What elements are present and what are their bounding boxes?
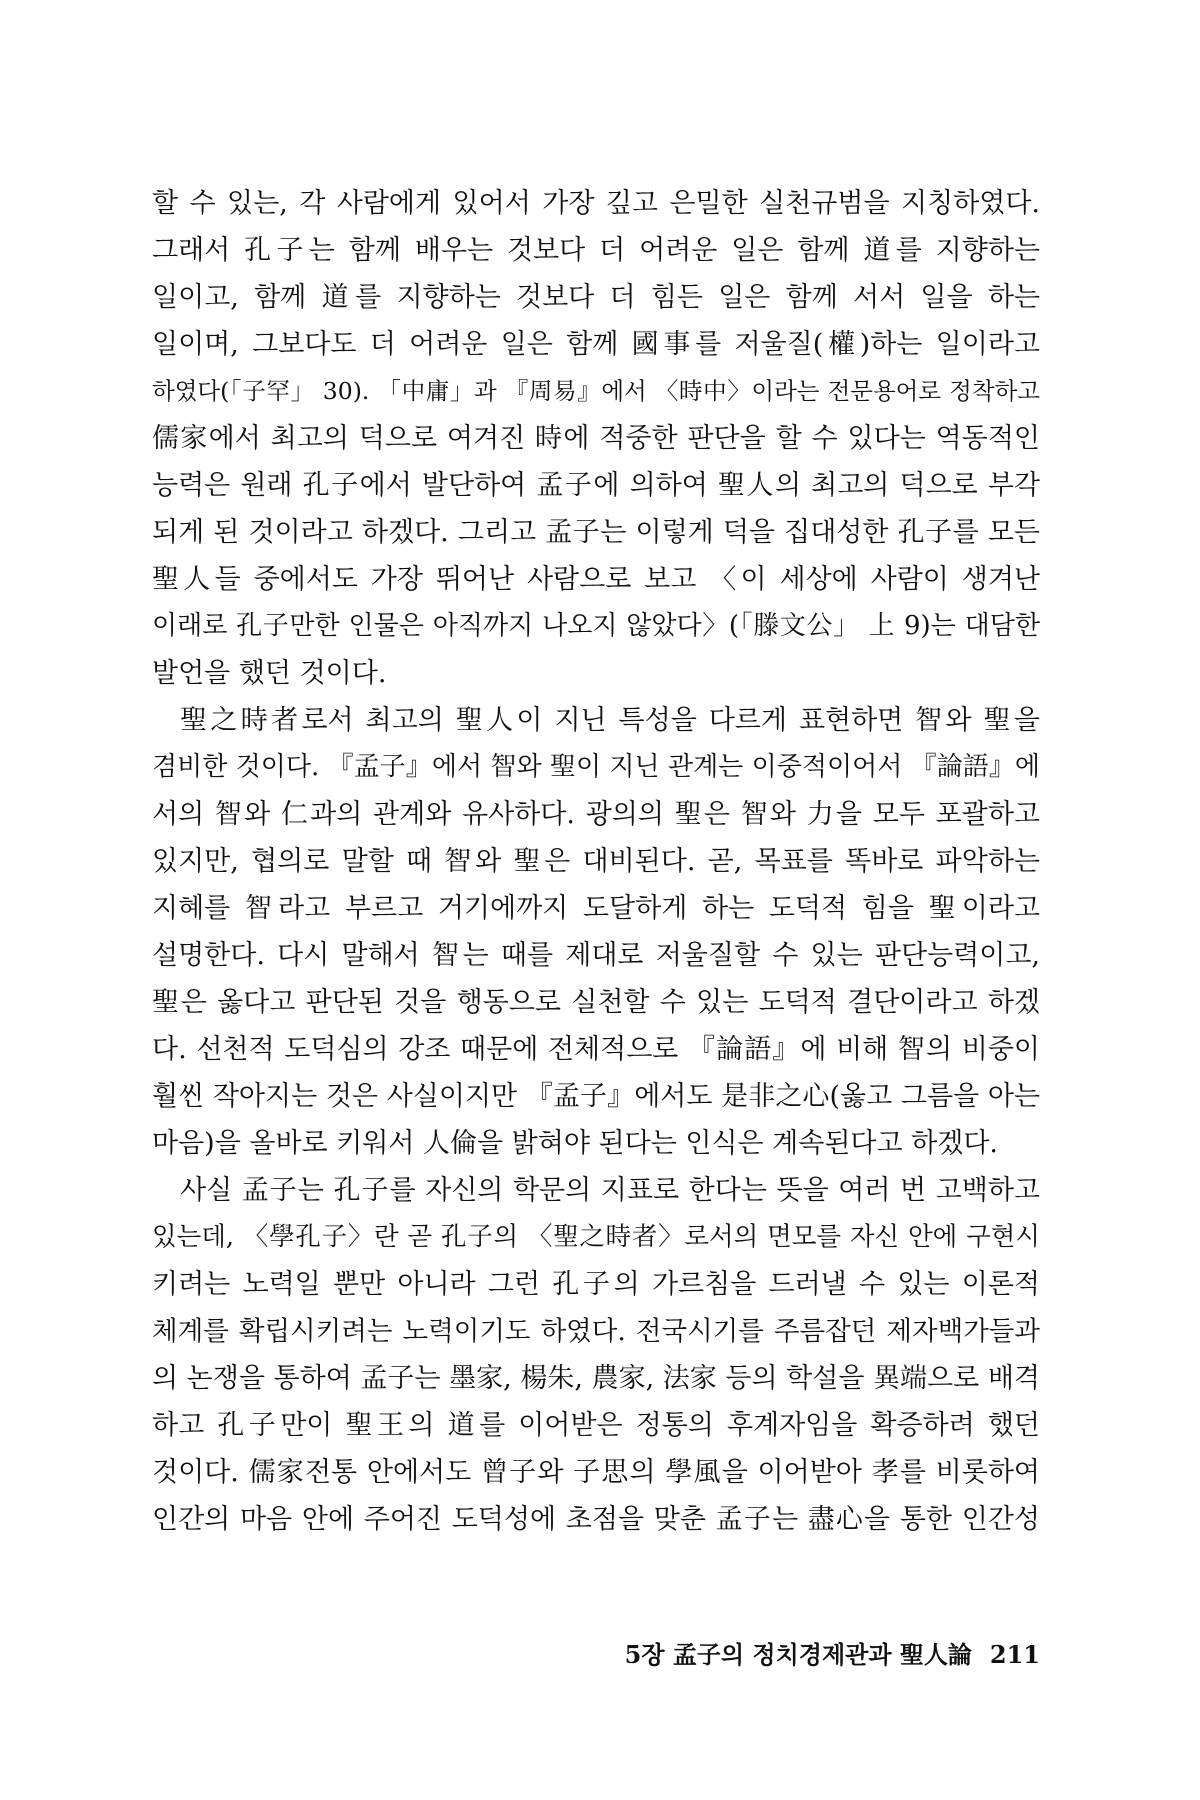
text-line: 聖之時者로서 최고의 聖人이 지닌 특성을 다르게 표현하면 智와 聖을 bbox=[180, 705, 1040, 736]
text-line: 聖은 옳다고 판단된 것을 행동으로 실천할 수 있는 도덕적 결단이라고 하겠 bbox=[152, 987, 1040, 1018]
text-line: 의 논쟁을 통하여 孟子는 墨家, 楊朱, 農家, 法家 등의 학설을 異端으로 배격 bbox=[152, 1363, 1040, 1394]
text-line: 그래서 孔子는 함께 배우는 것보다 더 어려운 일은 함께 道를 지향하는 bbox=[152, 235, 1040, 266]
text-line: 있지만, 협의로 말할 때 智와 聖은 대비된다. 곧, 목표를 똑바로 파악하는 bbox=[152, 846, 1040, 877]
text-line: 儒家에서 최고의 덕으로 여겨진 時에 적중한 판단을 할 수 있다는 역동적인 bbox=[152, 423, 1040, 454]
text-line: 사실 孟子는 孔子를 자신의 학문의 지표로 한다는 뜻을 여러 번 고백하고 bbox=[180, 1175, 1040, 1206]
text-line: 발언을 했던 것이다. bbox=[152, 658, 387, 689]
text-line: 일이며, 그보다도 더 어려운 일은 함께 國事를 저울질(權)하는 일이라고 bbox=[152, 329, 1040, 360]
text-line: 것이다. 儒家전통 안에서도 曾子와 子思의 學風을 이어받아 孝를 비롯하여 bbox=[152, 1457, 1040, 1488]
text-line: 체계를 확립시키려는 노력이기도 하였다. 전국시기를 주름잡던 제자백가들과 bbox=[152, 1316, 1040, 1347]
text-line: 지혜를 智라고 부르고 거기에까지 도달하게 하는 도덕적 힘을 聖이라고 bbox=[152, 893, 1040, 924]
text-line: 있는데, 〈學孔子〉란 곧 孔子의 〈聖之時者〉로서의 면모를 자신 안에 구현시 bbox=[152, 1222, 1040, 1252]
text-line: 되게 된 것이라고 하겠다. 그리고 孟子는 이렇게 덕을 집대성한 孔子를 모든 bbox=[152, 517, 1040, 548]
text-line: 키려는 노력일 뿐만 아니라 그런 孔子의 가르침을 드러낼 수 있는 이론적 bbox=[152, 1269, 1040, 1300]
text-line: 훨씬 작아지는 것은 사실이지만 『孟子』에서도 是非之心(옳고 그름을 아는 bbox=[152, 1081, 1040, 1112]
text-line: 하고 孔子만이 聖王의 道를 이어받은 정통의 후계자임을 확증하려 했던 bbox=[152, 1410, 1040, 1441]
text-line: 일이고, 함께 道를 지향하는 것보다 더 힘든 일은 함께 서서 일을 하는 bbox=[152, 282, 1040, 313]
text-line: 능력은 원래 孔子에서 발단하여 孟子에 의하여 聖人의 최고의 덕으로 부각 bbox=[152, 470, 1040, 501]
running-footer bbox=[590, 1635, 1040, 1675]
chapter-title: 5장 孟子의 정치경제관과 聖人論 bbox=[624, 1640, 972, 1669]
text-line: 겸비한 것이다. 『孟子』에서 智와 聖이 지닌 관계는 이중적이어서 『論語』에 bbox=[152, 752, 1040, 782]
text-line: 하였다(「子罕」 30). 「中庸」과 『周易』에서 〈時中〉이라는 전문용어로 정착하고 bbox=[152, 377, 1040, 405]
page-number: 211 bbox=[989, 1640, 1040, 1669]
text-line: 인간의 마음 안에 주어진 도덕성에 초점을 맞춘 孟子는 盡心을 통한 인간성 bbox=[152, 1504, 1040, 1535]
text-line: 마음)을 올바로 키워서 人倫을 밝혀야 된다는 인식은 계속된다고 하겠다. bbox=[152, 1128, 998, 1159]
body-text bbox=[152, 180, 1040, 1543]
text-line: 설명한다. 다시 말해서 智는 때를 제대로 저울질할 수 있는 판단능력이고, bbox=[152, 940, 1040, 971]
text-line: 서의 智와 仁과의 관계와 유사하다. 광의의 聖은 智와 力을 모두 포괄하고 bbox=[152, 799, 1040, 830]
text-line: 이래로 孔子만한 인물은 아직까지 나오지 않았다〉(「滕文公」 上 9)는 대담한 bbox=[152, 611, 1040, 641]
text-line: 聖人들 중에서도 가장 뛰어난 사람으로 보고 〈이 세상에 사람이 생겨난 bbox=[152, 564, 1040, 595]
text-line: 다. 선천적 도덕심의 강조 때문에 전체적으로 『論語』에 비해 智의 비중이 bbox=[152, 1034, 1040, 1065]
text-line: 할 수 있는, 각 사람에게 있어서 가장 깊고 은밀한 실천규범을 지칭하였다. bbox=[152, 188, 1040, 219]
